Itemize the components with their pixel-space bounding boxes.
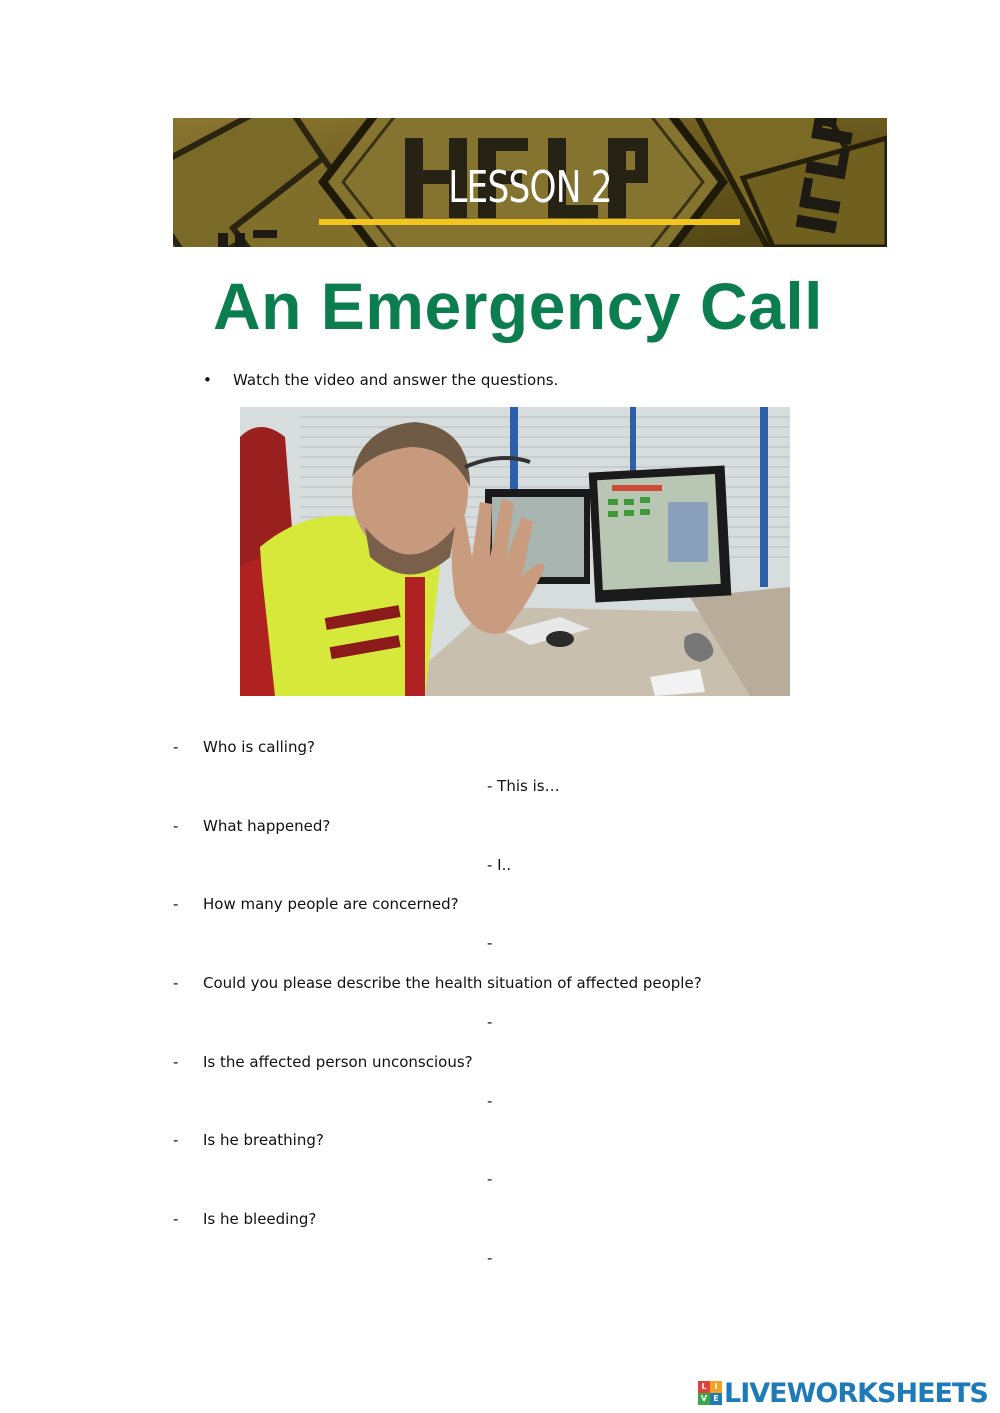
question-text: How many people are concerned? [203,895,459,913]
video-still-image[interactable] [240,407,790,696]
liveworksheets-mark-icon: L I V E [698,1381,722,1405]
bullet-icon: • [203,371,212,389]
question-text: Is he breathing? [203,1131,324,1149]
banner-underline [319,219,740,225]
question-dash: - [173,895,179,913]
page-title: An Emergency Call [212,269,824,343]
question-dash: - [173,817,179,835]
question-text: Could you please describe the health situation of affected people? [203,974,702,992]
question-dash: - [173,738,179,756]
answer-field[interactable]: - I.. [487,856,512,874]
question-dash: - [173,1131,179,1149]
answer-field[interactable]: - [487,1249,493,1267]
lesson-label: LESSON 2 [448,162,612,213]
question-dash: - [173,1210,179,1228]
question-text: Is the affected person unconscious? [203,1053,473,1071]
logo-text: LIVEWORKSHEETS [724,1377,988,1409]
question-text: Is he bleeding? [203,1210,317,1228]
question-dash: - [173,1053,179,1071]
answer-field[interactable]: - [487,1170,493,1188]
answer-field[interactable]: - [487,1092,493,1110]
answer-field[interactable]: - [487,1013,493,1031]
question-text: Who is calling? [203,738,315,756]
answer-field[interactable]: - This is… [487,777,560,795]
answer-field[interactable]: - [487,934,493,952]
liveworksheets-logo[interactable] [698,1378,988,1408]
question-text: What happened? [203,817,331,835]
question-dash: - [173,974,179,992]
instruction-text: Watch the video and answer the questions. [233,371,559,389]
